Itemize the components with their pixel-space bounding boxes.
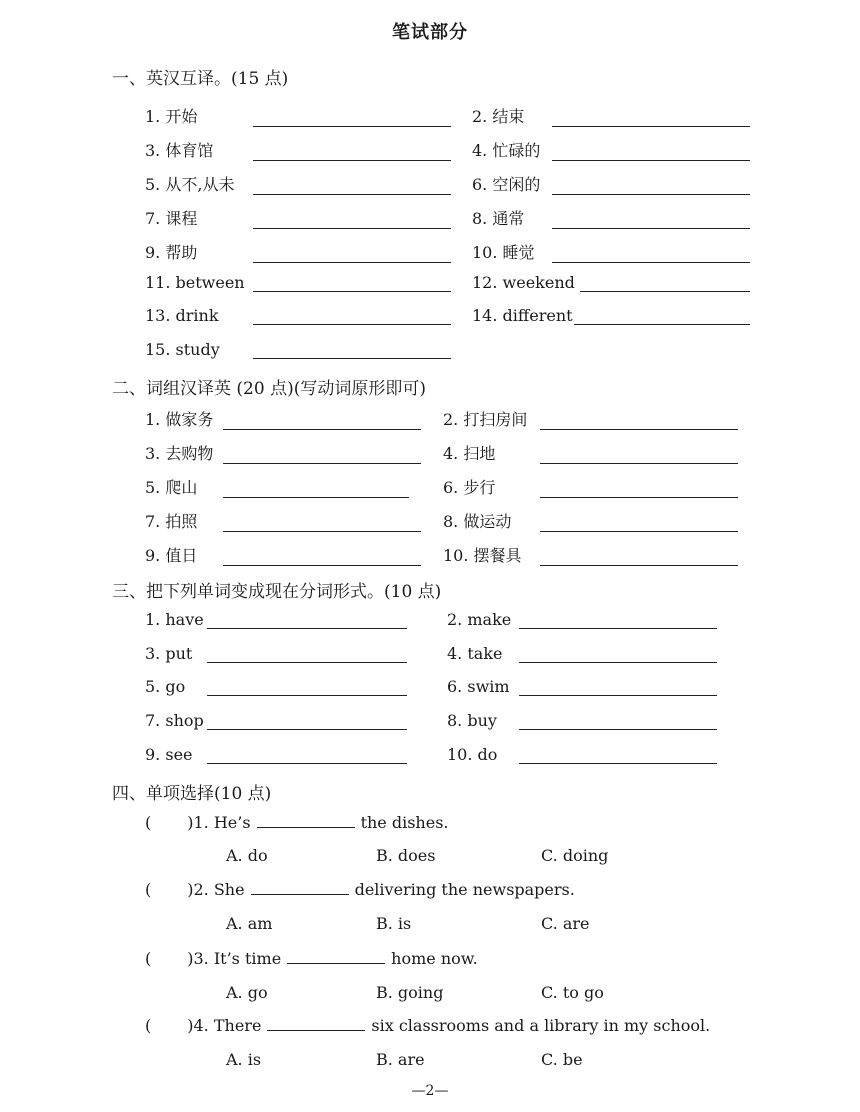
mc-question-3: ( )3. It’s time home now. <box>145 949 478 968</box>
section-2-heading: 二、词组汉译英 (20 点)(写动词原形即可) <box>112 379 426 399</box>
s3-item-3: 3. put <box>145 644 407 663</box>
q3-option-a: A. go <box>226 983 268 1002</box>
q1-option-c: C. doing <box>541 846 609 865</box>
s3-item-8: 8. buy <box>447 711 717 730</box>
s1-item-14: 14. different <box>472 306 750 325</box>
answer-blank <box>251 880 349 895</box>
s3-item-9: 9. see <box>145 745 407 764</box>
q2-option-b: B. is <box>376 914 412 933</box>
answer-paren: ( <box>145 813 152 832</box>
s2-item-5: 5. 爬山 <box>145 475 409 498</box>
s2-item-1: 1. 做家务 <box>145 407 421 430</box>
s1-item-13: 13. drink <box>145 306 451 325</box>
q4-option-c: C. be <box>541 1050 583 1069</box>
section-4-heading: 四、单项选择(10 点) <box>112 784 272 804</box>
mc-question-1: ( )1. He’s the dishes. <box>145 813 449 832</box>
mc-question-4: ( )4. There six classrooms and a library in my school. <box>145 1016 711 1035</box>
s1-item-6: 6. 空闲的 <box>472 172 750 195</box>
s1-item-2: 2. 结束 <box>472 104 750 127</box>
s1-item-15: 15. study <box>145 340 451 359</box>
q3-option-b: B. going <box>376 983 444 1002</box>
q1-option-b: B. does <box>376 846 436 865</box>
s2-item-10: 10. 摆餐具 <box>443 543 738 566</box>
s1-item-4: 4. 忙碌的 <box>472 138 750 161</box>
s3-item-5: 5. go <box>145 677 407 696</box>
q2-option-a: A. am <box>226 914 273 933</box>
s1-item-5: 5. 从不,从未 <box>145 172 451 195</box>
mc-question-2: ( )2. She delivering the newspapers. <box>145 880 575 899</box>
q4-option-b: B. are <box>376 1050 425 1069</box>
s2-item-3: 3. 去购物 <box>145 441 421 464</box>
answer-blank <box>267 1016 365 1031</box>
s3-item-4: 4. take <box>447 644 717 663</box>
s2-item-6: 6. 步行 <box>443 475 738 498</box>
s3-item-10: 10. do <box>447 745 717 764</box>
q4-option-a: A. is <box>226 1050 262 1069</box>
section-1-heading: 一、英汉互译。(15 点) <box>112 69 289 89</box>
s1-item-8: 8. 通常 <box>472 206 750 229</box>
s1-item-3: 3. 体育馆 <box>145 138 451 161</box>
s1-item-10: 10. 睡觉 <box>472 240 750 263</box>
s1-item-11: 11. between <box>145 273 451 292</box>
s1-item-7: 7. 课程 <box>145 206 451 229</box>
section-3-heading: 三、把下列单词变成现在分词形式。(10 点) <box>112 582 442 602</box>
q3-option-c: C. to go <box>541 983 604 1002</box>
page-number: —2— <box>411 1083 449 1099</box>
s2-item-2: 2. 打扫房间 <box>443 407 738 430</box>
answer-blank <box>257 813 355 828</box>
s2-item-7: 7. 拍照 <box>145 509 421 532</box>
s3-item-2: 2. make <box>447 610 717 629</box>
s2-item-9: 9. 值日 <box>145 543 421 566</box>
s1-item-1: 1. 开始 <box>145 104 451 127</box>
s2-item-4: 4. 扫地 <box>443 441 738 464</box>
s3-item-1: 1. have <box>145 610 407 629</box>
answer-blank <box>287 949 385 964</box>
s1-item-9: 9. 帮助 <box>145 240 451 263</box>
s1-item-12: 12. weekend <box>472 273 750 292</box>
s3-item-7: 7. shop <box>145 711 407 730</box>
q2-option-c: C. are <box>541 914 590 933</box>
s2-item-8: 8. 做运动 <box>443 509 738 532</box>
s3-item-6: 6. swim <box>447 677 717 696</box>
page-title: 笔试部分 <box>392 22 468 43</box>
q1-option-a: A. do <box>226 846 268 865</box>
